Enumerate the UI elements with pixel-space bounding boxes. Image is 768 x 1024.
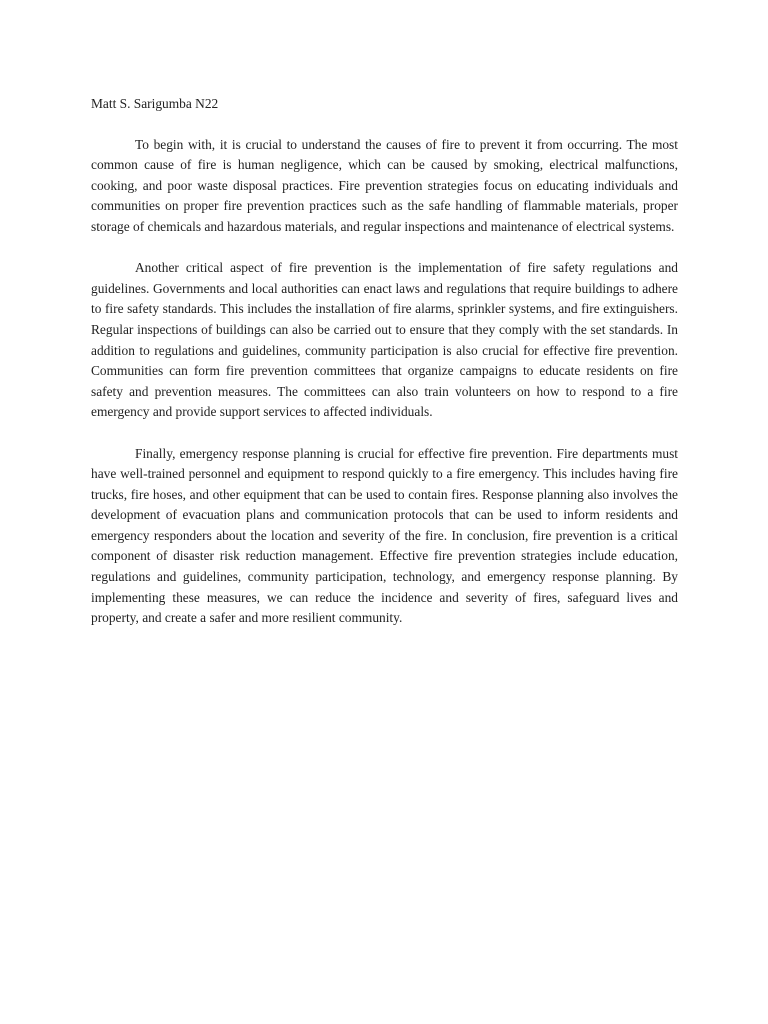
paragraph-emergency-response: Finally, emergency response planning is crucial for effective fire prevention. Fire departments must have well-trained personnel and equipment to respond quickly to a fire emergency. This includes having fire trucks, fire hoses, and other equipment that can be used to contain fires. Response planning also involves the development of evacuation plans and communication protocols that can be used to inform residents and emergency responders about the location and severity of the fire. In conclusion, fire prevention is a critical component of disaster risk reduction management. Effective fire prevention strategies include education, regulations and guidelines, community participation, technology, and emergency response planning. By implementing these measures, we can reduce the incidence and severity of fires, safeguard lives and property, and create a safer and more resilient community.	[91, 445, 678, 626]
document-body	[91, 94, 678, 649]
author-line: Matt S. Sarigumba N22	[91, 96, 219, 111]
paragraph-causes: To begin with, it is crucial to understand the causes of fire to prevent it from occurring. The most common cause of fire is human negligence, which can be caused by smoking, electrical malfunctions, cooking, and poor waste disposal practices. Fire prevention strategies focus on educating individuals and communities on proper fire prevention practices such as the safe handling of flammable materials, proper storage of chemicals and hazardous materials, and regular inspections and maintenance of electrical systems.	[91, 136, 678, 234]
paragraph-regulations: Another critical aspect of fire prevention is the implementation of fire safety regulations and guidelines. Governments and local authorities can enact laws and regulations that require buildings to adhere to fire safety standards. This includes the installation of fire alarms, sprinkler systems, and fire extinguishers. Regular inspections of buildings can also be carried out to ensure that they comply with the set standards. In addition to regulations and guidelines, community participation is also crucial for effective fire prevention. Communities can form fire prevention committees that organize campaigns to educate residents on fire safety and prevention measures. The committees can also train volunteers on how to respond to a fire emergency and provide support services to affected individuals.	[91, 260, 678, 420]
